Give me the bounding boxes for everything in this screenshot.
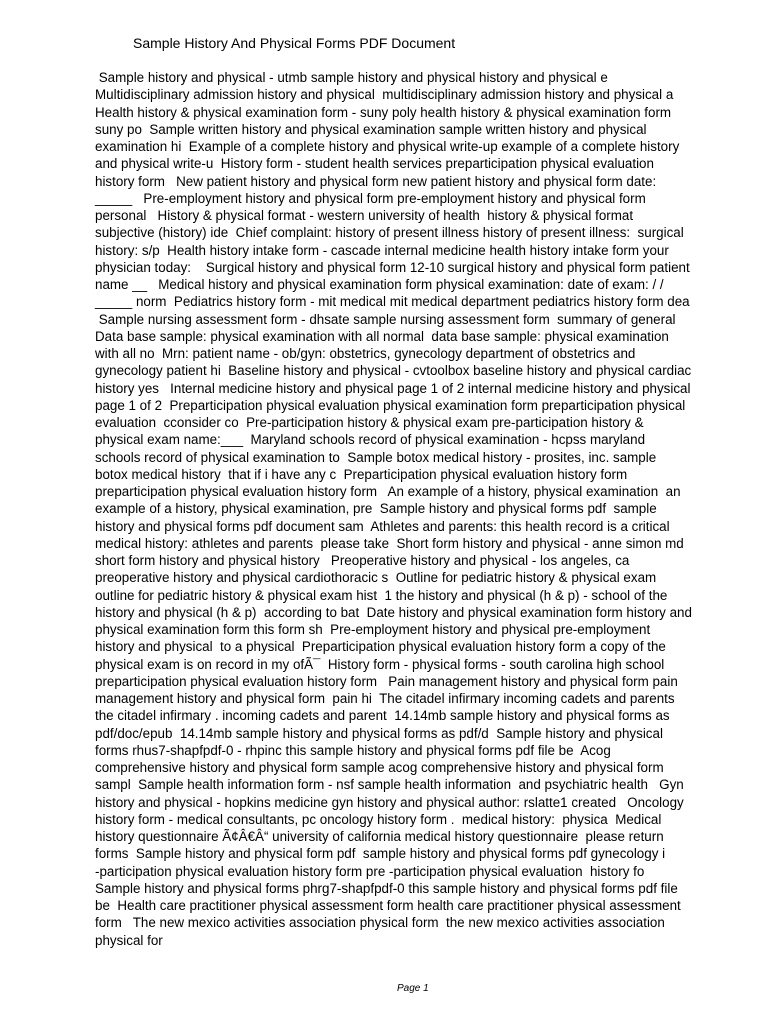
body-text-line: form The new mexico activities association physical form the new mexico activities association (95, 915, 665, 931)
document-title: Sample History And Physical Forms PDF Document (133, 35, 456, 51)
body-text-line: physician today: Surgical history and physical form 12-10 surgical history and physical form patient (95, 259, 690, 275)
body-text-line: gynecology patient hi Baseline history and physical - cvtoolbox baseline history and physical cardiac (95, 363, 692, 379)
body-text-line: history questionnaire Ã¢Â€Â“ university of california medical history questionnaire please return (95, 829, 664, 844)
body-text-line: _____ Pre-employment history and physical form pre-employment history and physical form (95, 190, 646, 206)
body-text-line: subjective (history) ide Chief complaint: history of present illness history of present illness: surgical (95, 225, 684, 241)
body-text-line: management history and physical form pain hi The citadel infirmary incoming cadets and parents (95, 691, 675, 706)
body-text-line: name __ Medical history and physical examination form physical examination: date of exam: / / (95, 277, 664, 292)
body-text-line: physical exam is on record in my ofÃ¯ History form - physical forms - south carolina high school (95, 656, 665, 672)
body-text-line: history yes Internal medicine history and physical page 1 of 2 internal medicine history and physical (95, 380, 691, 396)
body-text-line: Sample history and physical - utmb sample history and physical history and physical e (95, 70, 608, 85)
body-text-line: history form New patient history and physical form new patient history and physical form date: (95, 173, 657, 189)
body-text-line: history form - medical consultants, pc oncology history form . medical history: physica Medical (95, 811, 662, 827)
body-text-line: comprehensive history and physical form sample acog comprehensive history and physical form (95, 760, 664, 775)
body-text-line: physical for (95, 932, 163, 948)
body-text-line: -participation physical evaluation history form pre -participation physical evaluation history fo (95, 863, 645, 879)
body-text-line: physical exam name:___ Maryland schools record of physical examination - hcpss maryland (95, 432, 646, 448)
body-text-line: physical examination form this form sh Pre-employment history and physical pre-employment (95, 622, 651, 637)
body-text-line: medical history: athletes and parents please take Short form history and physical - anne simon md (95, 535, 684, 551)
body-text-line: Sample history and physical forms phrg7-shapfpdf-0 this sample history and physical forms pdf file (95, 880, 678, 896)
body-text-line: examination hi Example of a complete history and physical write-up example of a complete history (95, 139, 680, 154)
body-text-line: forms rhus7-shapfpdf-0 - rhpinc this sample history and physical forms pdf file be Acog (95, 742, 611, 758)
body-text-line: Multidisciplinary admission history and physical multidisciplinary admission history and physical a (95, 87, 674, 103)
body-text-line: preparticipation physical evaluation history form Pain management history and physical form pain (95, 673, 678, 689)
body-text-line: evaluation cconsider co Pre-participation history & physical exam pre-participation history & (95, 415, 644, 430)
body-text-line: and physical write-u History form - student health services preparticipation physical evaluation (95, 156, 654, 172)
body-text-line: page 1 of 2 Preparticipation physical evaluation physical examination form preparticipation physical (95, 397, 686, 413)
body-text-line: Sample nursing assessment form - dhsate sample nursing assessment form summary of general (95, 311, 676, 327)
body-text-line: Health history & physical examination form - suny poly health history & physical examination form (95, 104, 672, 120)
body-text-line: history and physical to a physical Preparticipation physical evaluation history form a copy of the (95, 639, 666, 655)
body-text-line: be Health care practitioner physical assessment form health care practitioner physical assessment (95, 898, 681, 913)
body-text-line: short form history and physical history Preoperative history and physical - los angeles, ca (95, 553, 630, 568)
body-text-line: history and physical forms pdf document sam Athletes and parents: this health record is a critical (95, 518, 670, 534)
body-text-line: with all no Mrn: patient name - ob/gyn: obstetrics, gynecology department of obstetrics and (95, 346, 636, 361)
body-text-line: example of a history, physical examination, pre Sample history and physical forms pdf sample (95, 501, 657, 517)
body-text-line: history: s/p Health history intake form - cascade internal medicine health history intake form your (95, 242, 669, 258)
body-text-line: the citadel infirmary . incoming cadets and parent 14.14mb sample history and physical forms as (95, 708, 670, 724)
body-text-line: history and physical (h & p) according to bat Date history and physical examination form history and (95, 604, 692, 620)
body-text-line: pdf/doc/epub 14.14mb sample history and physical forms as pdf/d Sample history and physical (95, 725, 663, 741)
document-body (95, 69, 745, 949)
page-number: Page 1 (397, 983, 429, 994)
body-text-line: personal History & physical format - western university of health history & physical format (95, 208, 634, 223)
body-text-line: history and physical - hopkins medicine gyn history and physical author: rslatte1 created Oncology (95, 794, 684, 810)
body-text-line: _____ norm Pediatrics history form - mit medical mit medical department pediatrics history form dea (95, 294, 690, 310)
body-text-line: forms Sample history and physical form pdf sample history and physical forms pdf gynecology i (95, 846, 666, 862)
body-text-line: preparticipation physical evaluation history form An example of a history, physical examination an (95, 484, 681, 499)
body-text-line: schools record of physical examination to Sample botox medical history - prosites, inc. sample (95, 449, 657, 465)
body-text-line: sampl Sample health information form - nsf sample health information and psychiatric health Gyn (95, 777, 684, 793)
body-text-line: outline for pediatric history & physical exam hist 1 the history and physical (h & p) - school of the (95, 587, 668, 603)
body-text-line: botox medical history that if i have any c Preparticipation physical evaluation history form (95, 466, 628, 482)
body-text-line: Data base sample: physical examination with all normal data base sample: physical examination (95, 328, 669, 344)
body-text-line: preoperative history and physical cardiothoracic s Outline for pediatric history & physical exam (95, 570, 657, 586)
body-text-line: suny po Sample written history and physical examination sample written history and physical (95, 121, 647, 137)
